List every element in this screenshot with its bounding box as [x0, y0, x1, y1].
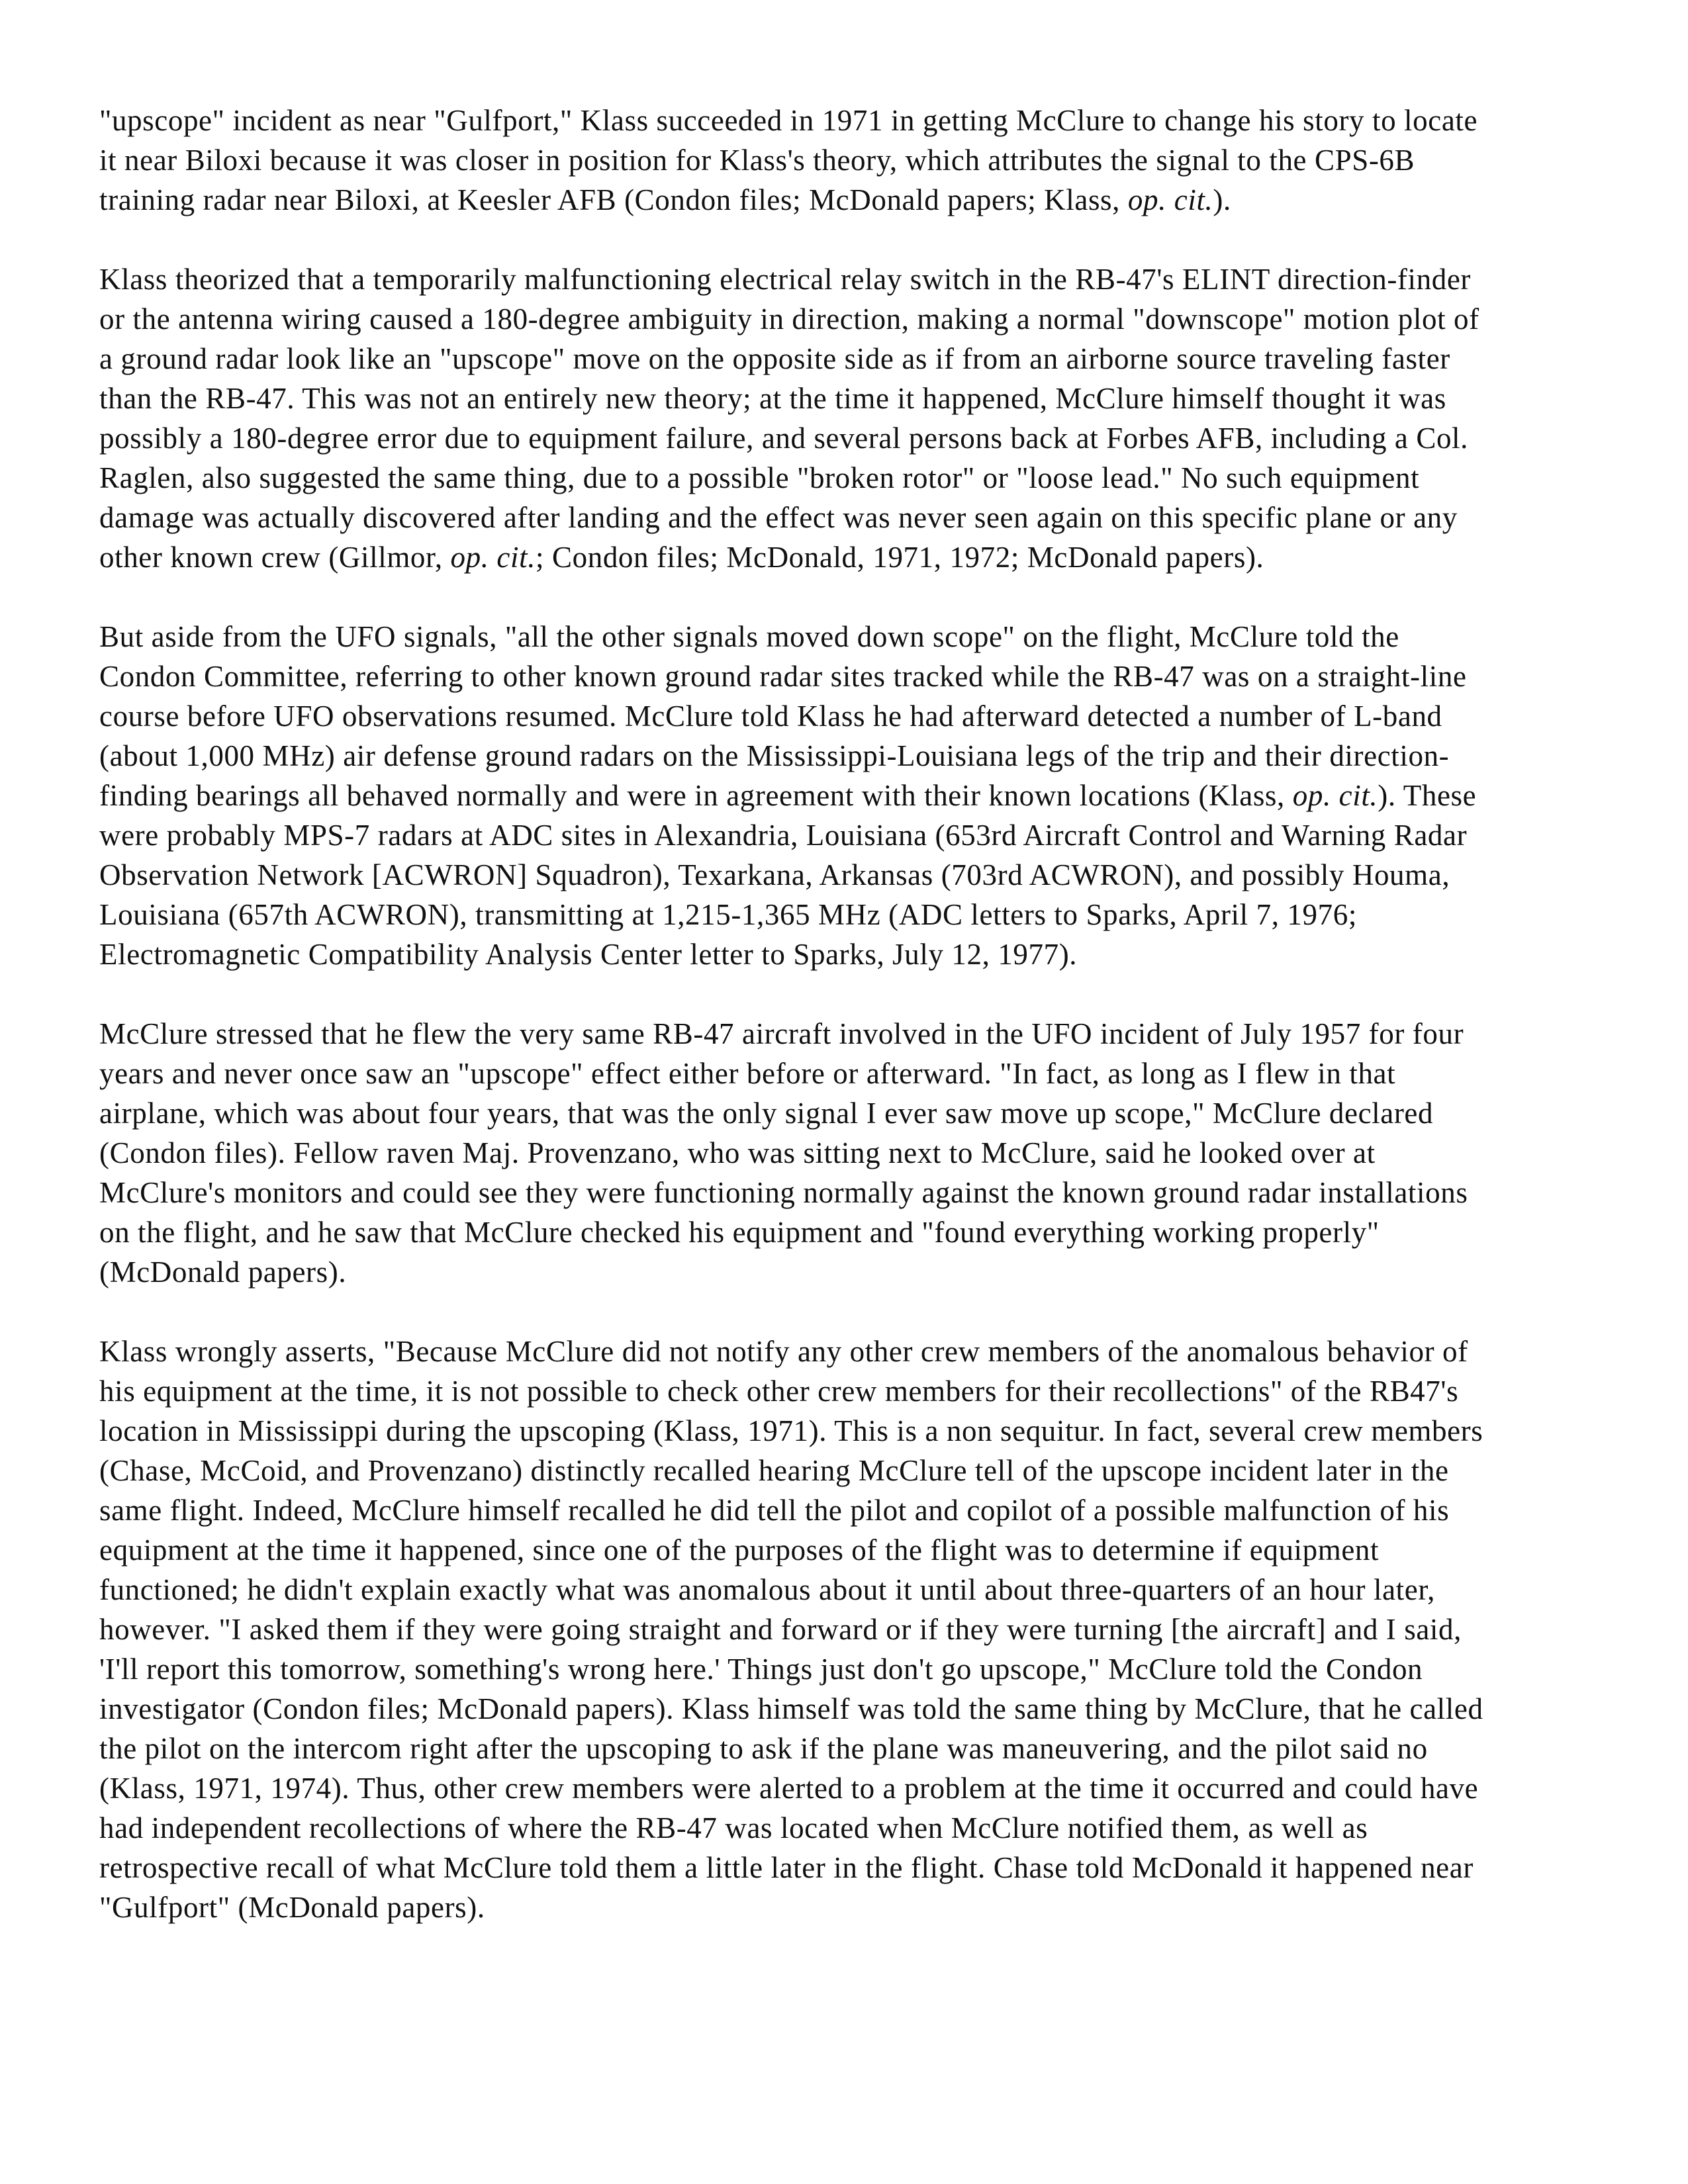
text-run: the pilot on the intercom right after the upscoping to ask if the plane was maneuvering, and the pilot said no — [99, 1732, 1428, 1765]
text-line — [99, 259, 1589, 299]
text-run: course before UFO observations resumed. McClure told Klass he had afterward detected a number of L-band — [99, 700, 1442, 733]
text-run: however. "I asked them if they were going straight and forward or if they were turning [the aircraft] and I said, — [99, 1613, 1462, 1646]
text-run: Klass theorized that a temporarily malfunctioning electrical relay switch in the RB-47's ELINT direction-finder — [99, 263, 1471, 296]
text-line — [99, 1411, 1589, 1451]
text-line — [99, 1570, 1589, 1610]
body-paragraph — [99, 1014, 1589, 1292]
text-run: ; Condon files; McDonald, 1971, 1972; McDonald papers). — [536, 541, 1264, 574]
text-line — [99, 1014, 1589, 1054]
text-line — [99, 1371, 1589, 1411]
italic-citation: op. cit. — [1127, 183, 1213, 216]
text-run: McClure stressed that he flew the very same RB-47 aircraft involved in the UFO incident of July 1957 for four — [99, 1017, 1464, 1050]
text-run: "Gulfport" (McDonald papers). — [99, 1891, 485, 1924]
text-run: a ground radar look like an "upscope" move on the opposite side as if from an airborne source traveling faster — [99, 342, 1450, 375]
text-run: same flight. Indeed, McClure himself recalled he did tell the pilot and copilot of a possible malfunction of his — [99, 1494, 1450, 1527]
text-line — [99, 617, 1589, 657]
text-run: (about 1,000 MHz) air defense ground radars on the Mississippi-Louisiana legs of the trip and their direction- — [99, 739, 1450, 772]
text-run: ). These — [1378, 779, 1477, 812]
text-line — [99, 1252, 1589, 1292]
text-line — [99, 657, 1589, 696]
text-line — [99, 895, 1589, 934]
text-line — [99, 934, 1589, 974]
text-run: (Klass, 1971, 1974). Thus, other crew members were alerted to a problem at the time it occurred and could have — [99, 1772, 1479, 1805]
text-line — [99, 1530, 1589, 1570]
text-run: McClure's monitors and could see they were functioning normally against the known ground radar installations — [99, 1176, 1468, 1209]
text-run: Electromagnetic Compatibility Analysis Center letter to Sparks, July 12, 1977). — [99, 938, 1078, 971]
text-run: Condon Committee, referring to other known ground radar sites tracked while the RB-47 was on a straight-line — [99, 660, 1467, 693]
text-run: equipment at the time it happened, since one of the purposes of the flight was to determine if equipment — [99, 1533, 1380, 1567]
body-paragraph — [99, 259, 1589, 577]
text-run: (Condon files). Fellow raven Maj. Provenzano, who was sitting next to McClure, said he looked over at — [99, 1136, 1376, 1169]
body-paragraph — [99, 1332, 1589, 1927]
text-run: possibly a 180-degree error due to equipment failure, and several persons back at Forbes AFB, including a Col. — [99, 422, 1468, 455]
text-line — [99, 1133, 1589, 1173]
text-line — [99, 1610, 1589, 1649]
text-run: Louisiana (657th ACWRON), transmitting at 1,215-1,365 MHz (ADC letters to Sparks, April 7, 1976; — [99, 898, 1357, 931]
text-run: were probably MPS-7 radars at ADC sites in Alexandria, Louisiana (653rd Aircraft Control and Warning Radar — [99, 819, 1468, 852]
text-run: Raglen, also suggested the same thing, due to a possible "broken rotor" or "loose lead." No such equipment — [99, 461, 1420, 494]
text-run: on the flight, and he saw that McClure checked his equipment and "found everything working properly" — [99, 1216, 1380, 1249]
text-line — [99, 418, 1589, 458]
text-line — [99, 1649, 1589, 1689]
text-run: his equipment at the time, it is not possible to check other crew members for their recollections" of the RB47's — [99, 1375, 1459, 1408]
text-line — [99, 180, 1589, 220]
text-run: had independent recollections of where the RB-47 was located when McClure notified them, as well as — [99, 1811, 1368, 1844]
text-run: (McDonald papers). — [99, 1255, 347, 1289]
text-line — [99, 1054, 1589, 1093]
text-line — [99, 1332, 1589, 1371]
text-line — [99, 299, 1589, 339]
text-run: training radar near Biloxi, at Keesler AFB (Condon files; McDonald papers; Klass, — [99, 183, 1128, 216]
text-run: than the RB-47. This was not an entirely new theory; at the time it happened, McClure himself thought it was — [99, 382, 1446, 415]
text-line — [99, 101, 1589, 140]
body-paragraph — [99, 101, 1589, 220]
text-line — [99, 1848, 1589, 1888]
text-line — [99, 1212, 1589, 1252]
text-run: "upscope" incident as near "Gulfport," Klass succeeded in 1971 in getting McClure to change his story to locate — [99, 104, 1478, 137]
text-line — [99, 1768, 1589, 1808]
text-run: 'I'll report this tomorrow, something's wrong here.' Things just don't go upscope," McClure told the Condon — [99, 1653, 1423, 1686]
text-run: years and never once saw an "upscope" effect either before or afterward. "In fact, as long as I flew in that — [99, 1057, 1396, 1090]
text-line — [99, 696, 1589, 736]
text-run: other known crew (Gillmor, — [99, 541, 451, 574]
text-line — [99, 1808, 1589, 1848]
text-run: (Chase, McCoid, and Provenzano) distinctly recalled hearing McClure tell of the upscope incident later in the — [99, 1454, 1449, 1487]
text-line — [99, 1888, 1589, 1927]
text-line — [99, 458, 1589, 498]
text-run: location in Mississippi during the upscoping (Klass, 1971). This is a non sequitur. In fact, several crew members — [99, 1414, 1483, 1447]
italic-citation: op. cit. — [1292, 779, 1378, 812]
text-line — [99, 1490, 1589, 1530]
text-run: or the antenna wiring caused a 180-degree ambiguity in direction, making a normal "downscope" motion plot of — [99, 302, 1479, 336]
text-line — [99, 339, 1589, 379]
text-run: But aside from the UFO signals, "all the other signals moved down scope" on the flight, McClure told the — [99, 620, 1399, 653]
text-line — [99, 498, 1589, 537]
text-line — [99, 815, 1589, 855]
document-page — [99, 101, 1589, 1967]
text-run: retrospective recall of what McClure told them a little later in the flight. Chase told McDonald it happened near — [99, 1851, 1474, 1884]
text-line — [99, 1689, 1589, 1729]
text-run: investigator (Condon files; McDonald papers). Klass himself was told the same thing by McClure, that he called — [99, 1692, 1483, 1725]
text-run: damage was actually discovered after landing and the effect was never seen again on this specific plane or any — [99, 501, 1458, 534]
text-line — [99, 776, 1589, 815]
text-run: it near Biloxi because it was closer in position for Klass's theory, which attributes the signal to the CPS-6B — [99, 144, 1415, 177]
text-line — [99, 537, 1589, 577]
text-run: ). — [1213, 183, 1231, 216]
text-line — [99, 379, 1589, 418]
text-line — [99, 736, 1589, 776]
text-run: Klass wrongly asserts, "Because McClure did not notify any other crew members of the anomalous behavior of — [99, 1335, 1468, 1368]
text-run: Observation Network [ACWRON] Squadron), Texarkana, Arkansas (703rd ACWRON), and possibly Houma, — [99, 858, 1450, 891]
text-run: airplane, which was about four years, that was the only signal I ever saw move up scope," McClure declared — [99, 1097, 1434, 1130]
text-line — [99, 1451, 1589, 1490]
text-run: functioned; he didn't explain exactly what was anomalous about it until about three-quarters of an hour later, — [99, 1573, 1435, 1606]
text-line — [99, 1729, 1589, 1768]
text-run: finding bearings all behaved normally and were in agreement with their known locations (Klass, — [99, 779, 1293, 812]
text-line — [99, 1093, 1589, 1133]
text-line — [99, 140, 1589, 180]
text-line — [99, 1173, 1589, 1212]
italic-citation: op. cit. — [450, 541, 536, 574]
text-line — [99, 855, 1589, 895]
body-paragraph — [99, 617, 1589, 974]
